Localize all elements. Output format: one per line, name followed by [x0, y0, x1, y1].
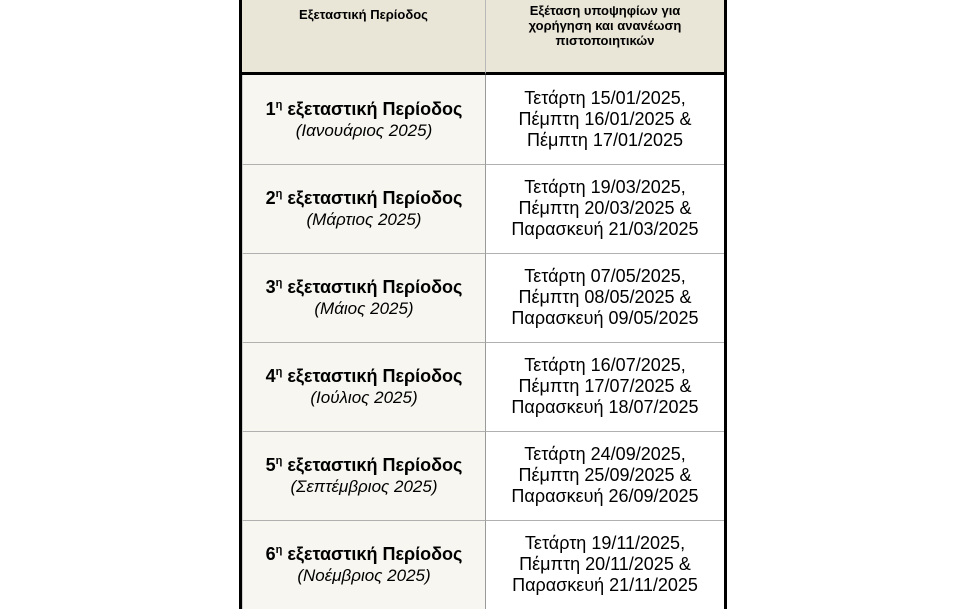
date-line: Τετάρτη 15/01/2025, [524, 87, 686, 108]
period-cell [242, 164, 486, 253]
period-ordinal: η [275, 366, 283, 379]
period-title [243, 454, 485, 476]
dates-cell [486, 164, 724, 253]
period-title-text: εξεταστική Περίοδος [282, 455, 463, 476]
period-title-text: εξεταστική Περίοδος [282, 277, 463, 298]
date-line: Τετάρτη 16/07/2025, [524, 355, 686, 376]
dates-cell [486, 520, 724, 609]
header-exam-dates [486, 0, 724, 75]
period-title [243, 98, 485, 120]
date-line: Πέμπτη 17/07/2025 & [518, 376, 692, 397]
dates-cell [486, 342, 724, 431]
period-month: (Μάρτιος 2025) [306, 210, 422, 230]
period-cell [242, 431, 486, 520]
header-exam-period-label: Εξεταστική Περίοδος [299, 7, 428, 22]
header-exam-dates-line1: Εξέταση υποψηφίων για [529, 3, 681, 18]
dates-cell [486, 431, 724, 520]
date-line: Πέμπτη 20/03/2025 & [518, 198, 692, 219]
period-cell [242, 75, 486, 163]
period-title-text: εξεταστική Περίοδος [282, 98, 463, 119]
date-line: Πέμπτη 25/09/2025 & [518, 465, 692, 486]
dates-cell [486, 75, 724, 163]
dates-cell [486, 253, 724, 342]
table-row [242, 253, 724, 342]
table-row [242, 164, 724, 253]
period-number: 3 [265, 277, 276, 298]
period-month: (Μάιος 2025) [314, 299, 414, 319]
period-cell [242, 342, 486, 431]
period-title [243, 187, 485, 209]
date-line: Παρασκευή 21/03/2025 [511, 219, 699, 240]
date-line: Παρασκευή 21/11/2025 [512, 575, 698, 596]
date-line: Πέμπτη 17/01/2025 [526, 129, 684, 150]
date-line: Παρασκευή 09/05/2025 [511, 308, 699, 329]
period-number: 6 [265, 544, 276, 565]
period-number: 4 [265, 366, 276, 387]
table-row [242, 342, 724, 431]
date-line: Τετάρτη 07/05/2025, [524, 266, 686, 287]
header-exam-dates-line2: χορήγηση και ανανέωση [528, 18, 682, 33]
period-ordinal: η [275, 455, 283, 468]
period-month: (Σεπτέμβριος 2025) [290, 477, 438, 497]
period-ordinal: η [275, 188, 283, 201]
period-month: (Ιανουάριος 2025) [295, 120, 433, 140]
header-exam-period [242, 0, 486, 75]
period-cell [242, 253, 486, 342]
period-cell [242, 520, 486, 609]
period-title-text: εξεταστική Περίοδος [282, 544, 463, 565]
header-exam-dates-line3: πιστοποιητικών [555, 33, 655, 48]
table-row [242, 520, 724, 609]
period-number: 1 [265, 98, 276, 119]
period-title [243, 543, 485, 565]
period-month: (Ιούλιος 2025) [310, 388, 418, 408]
date-line: Παρασκευή 26/09/2025 [511, 486, 699, 507]
period-month: (Νοέμβριος 2025) [297, 566, 431, 586]
period-number: 2 [265, 188, 276, 209]
period-ordinal: η [275, 98, 283, 111]
period-ordinal: η [275, 277, 283, 290]
period-number: 5 [265, 455, 276, 476]
table-row [242, 431, 724, 520]
date-line: Παρασκευή 18/07/2025 [511, 397, 699, 418]
period-title-text: εξεταστική Περίοδος [282, 188, 463, 209]
date-line: Πέμπτη 08/05/2025 & [518, 287, 692, 308]
exam-table [242, 0, 724, 609]
date-line: Πέμπτη 16/01/2025 & [518, 108, 692, 129]
period-title [243, 276, 485, 298]
period-title [243, 365, 485, 387]
exam-periods-table [239, 0, 727, 609]
period-ordinal: η [275, 544, 283, 557]
table-header-row [242, 0, 724, 75]
date-line: Τετάρτη 24/09/2025, [524, 444, 686, 465]
table-row [242, 75, 724, 163]
date-line: Τετάρτη 19/11/2025, [524, 533, 686, 554]
date-line: Πέμπτη 20/11/2025 & [519, 554, 691, 575]
date-line: Τετάρτη 19/03/2025, [524, 177, 686, 198]
period-title-text: εξεταστική Περίοδος [282, 366, 463, 387]
